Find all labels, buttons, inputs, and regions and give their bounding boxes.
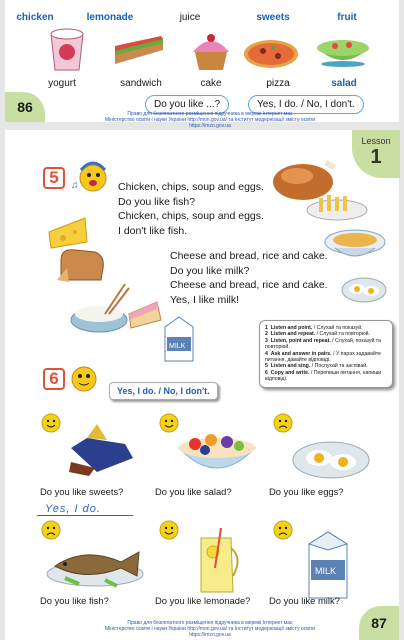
song-line: I don't like fish.: [118, 224, 188, 237]
cake-slice-image: [127, 298, 163, 330]
answer-line: [37, 515, 133, 516]
exercise-6-number: 6: [43, 368, 65, 390]
footer-87: [85, 620, 335, 638]
instruction-item: 4 Ask and answer in pairs. / У парах задавайте питання, давайте відповіді.: [265, 350, 382, 364]
song-line: Do you like fish?: [118, 195, 196, 208]
song-line: Do you like milk?: [170, 264, 250, 277]
fish-image: [45, 540, 145, 588]
milk-label: MILK: [315, 566, 337, 576]
question-sweets: Do you like sweets?: [40, 486, 124, 497]
handwritten-answer: Yes, I do.: [45, 503, 101, 515]
sad-face-icon: [41, 520, 61, 540]
chips-image: [305, 192, 369, 222]
milk-carton-image: [305, 530, 351, 600]
sandwich-image: [113, 34, 165, 70]
word-sandwich: sandwich: [120, 78, 162, 89]
fried-eggs-small-image: [341, 276, 387, 304]
speech-bubble-question: Do you like ...?: [145, 95, 229, 114]
rice-bowl-image: [69, 280, 131, 338]
song-line: Cheese and bread, rice and cake.: [170, 279, 328, 292]
sad-face-icon: [273, 413, 293, 433]
salad-image: [315, 34, 371, 70]
word-pizza: pizza: [266, 78, 290, 89]
footer-line1: Право для безоплатного розміщення підручника в мережі Інтернет має: [127, 111, 293, 117]
page-87: [5, 130, 399, 640]
instructions-box: [259, 320, 393, 388]
instruction-item: 1 Listen and point. / Слухай та показуй.: [265, 325, 363, 331]
word-juice: juice: [179, 12, 201, 23]
question-fish: Do you like fish?: [40, 595, 109, 606]
cake-image: [189, 30, 233, 72]
answer-options-box: Yes, I do. / No, I don't.: [109, 382, 218, 400]
page-number-87: 87: [359, 606, 399, 640]
word-lemonade: lemonade: [86, 12, 134, 23]
footer-line2: Міністерство освіти і науки України http://mon.gov.ua/ та Інститут модернізації змісту освіти https://imzo.gov.ua: [104, 117, 316, 129]
svg-text:♫: ♫: [71, 180, 79, 191]
word-sweets: sweets: [256, 12, 290, 23]
word-fruit: fruit: [337, 12, 357, 23]
page-number-86: 86: [5, 92, 45, 122]
sweets-image: [67, 418, 137, 478]
word-chicken: chicken: [16, 12, 54, 23]
instruction-item: 5 Listen and sing. / Послухай та заспівай.: [265, 363, 368, 370]
word-salad: salad: [331, 78, 357, 89]
song-line: Chicken, chips, soup and eggs.: [118, 181, 264, 193]
question-eggs: Do you like eggs?: [269, 486, 344, 497]
song-verse-1: [118, 180, 264, 238]
happy-face-icon: [159, 520, 179, 540]
singing-character-icon: [71, 160, 109, 194]
song-line: Yes, I like milk!: [170, 293, 240, 306]
footer-line2: Міністерство освіти і науки України http://mon.gov.ua/ та Інститут модернізації змісту освіти https://imzo.gov.ua: [104, 626, 316, 638]
lesson-number: 1: [370, 146, 382, 168]
milk-carton-small-image: [161, 315, 197, 363]
fried-eggs-image: [291, 438, 371, 482]
lemonade-jug-image: [195, 528, 245, 598]
milk-label-small: MILK: [169, 343, 186, 350]
footer-86: [85, 111, 335, 129]
sad-face-icon: [273, 520, 293, 540]
footer-line1: Право для безоплатного розміщення підручника в мережі Інтернет має: [127, 620, 293, 626]
lesson-tab: [352, 130, 400, 178]
exercise-5-number: 5: [43, 167, 65, 189]
word-cake: cake: [200, 78, 222, 89]
song-line: Chicken, chips, soup and eggs.: [118, 210, 264, 223]
happy-face-icon: [41, 413, 61, 433]
fruit-salad-image: [175, 426, 259, 482]
instruction-item: 2 Listen and repeat. / Слухай та повторюй.: [265, 331, 370, 338]
instruction-item: 3 Listen, point and repeat. / Слухай, показуй та повторюй.: [265, 337, 381, 351]
page-86: [5, 0, 399, 129]
question-lemonade: Do you like lemonade?: [155, 595, 251, 606]
speech-bubble-answer: Yes, I do. / No, I don't.: [248, 95, 364, 114]
pizza-image: [243, 38, 299, 70]
song-line: Cheese and bread, rice and cake.: [170, 250, 328, 262]
yogurt-image: [47, 26, 87, 74]
song-verse-2: [170, 249, 328, 307]
soup-bowl-image: [323, 224, 387, 268]
question-milk: Do you like milk?: [269, 595, 340, 606]
question-salad: Do you like salad?: [155, 486, 232, 497]
bread-image: [55, 246, 107, 284]
instruction-item: 6 Copy and write. / Перепиши питання, напиши відповіді.: [265, 369, 382, 383]
writing-character-icon: [69, 364, 99, 394]
lesson-label: Lesson: [361, 136, 391, 146]
word-yogurt: yogurt: [48, 78, 76, 89]
